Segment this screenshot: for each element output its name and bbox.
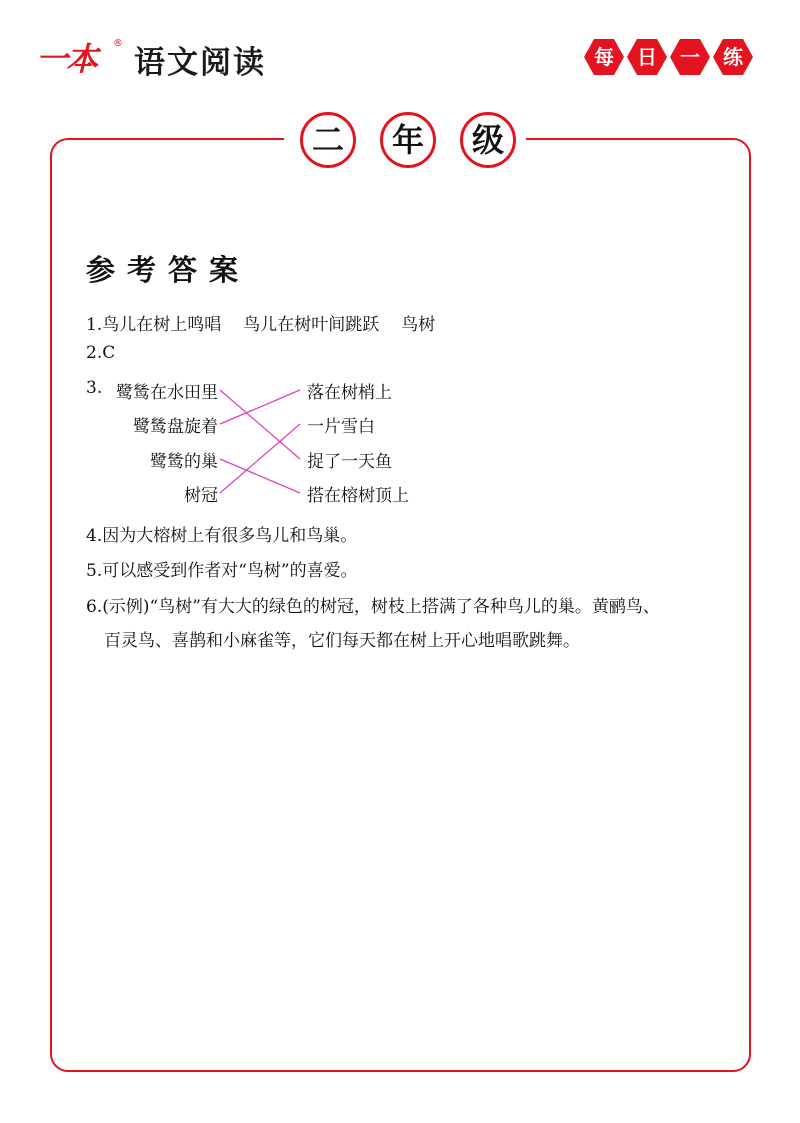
answer-part: 鸟儿在树上鸣唱 (102, 315, 222, 335)
section-title: 参考答案 (86, 253, 251, 287)
answer-part: 鸟树 (401, 315, 436, 335)
match-line (220, 390, 300, 459)
registered-mark: ® (113, 38, 123, 49)
answer-number: 5. (86, 561, 103, 581)
daily-badge-label: 日 (637, 45, 657, 69)
daily-badge-label: 每 (594, 45, 614, 69)
match-left-item: 鹭鸶在水田里 (116, 383, 218, 403)
answer-text: C (102, 343, 116, 363)
match-left-item: 鹭鸶盘旋着 (133, 417, 218, 437)
grade-char: 二 (300, 112, 356, 168)
match-right-item: 一片雪白 (307, 417, 375, 437)
answer-6 (86, 592, 660, 617)
answer-5 (86, 556, 358, 581)
brand-logo-mark: 一本 (36, 40, 97, 78)
answer-number: 4. (86, 526, 103, 546)
grade-char: 年 (380, 112, 436, 168)
answer-6-continued (104, 626, 580, 651)
match-line (220, 459, 300, 493)
answer-part: 鸟儿在树叶间跳跃 (243, 315, 380, 335)
grade-char: 级 (460, 112, 516, 168)
answer-number: 1. (86, 315, 103, 335)
answer-4 (86, 521, 357, 546)
answer-text: 可以感受到作者对“鸟树”的喜爱。 (102, 561, 358, 581)
match-line (220, 424, 300, 493)
match-left-item: 树冠 (184, 486, 218, 506)
match-right-item: 落在树梢上 (307, 383, 392, 403)
daily-badge-label: 练 (723, 45, 743, 69)
match-left-item: 鹭鸶的巢 (150, 452, 218, 472)
brand-title: 语文阅读 (134, 45, 266, 81)
answer-text-line1: (示例)“鸟树”有大大的绿色的树冠，树枝上搭满了各种鸟儿的巢。黄鹂鸟、 (102, 597, 660, 617)
answer-number: 2. (86, 343, 103, 363)
match-line (220, 390, 300, 424)
answer-number: 3. (86, 378, 103, 398)
answer-text-line2: 百灵鸟、喜鹊和小麻雀等，它们每天都在树上开心地唱歌跳舞。 (104, 631, 580, 651)
answer-text: 因为大榕树上有很多鸟儿和鸟巢。 (102, 526, 358, 546)
match-right-item: 搭在榕树顶上 (307, 486, 409, 506)
match-right-item: 捉了一天鱼 (307, 452, 392, 472)
answer-number: 6. (86, 597, 103, 617)
daily-badge-label: 一 (680, 45, 700, 69)
